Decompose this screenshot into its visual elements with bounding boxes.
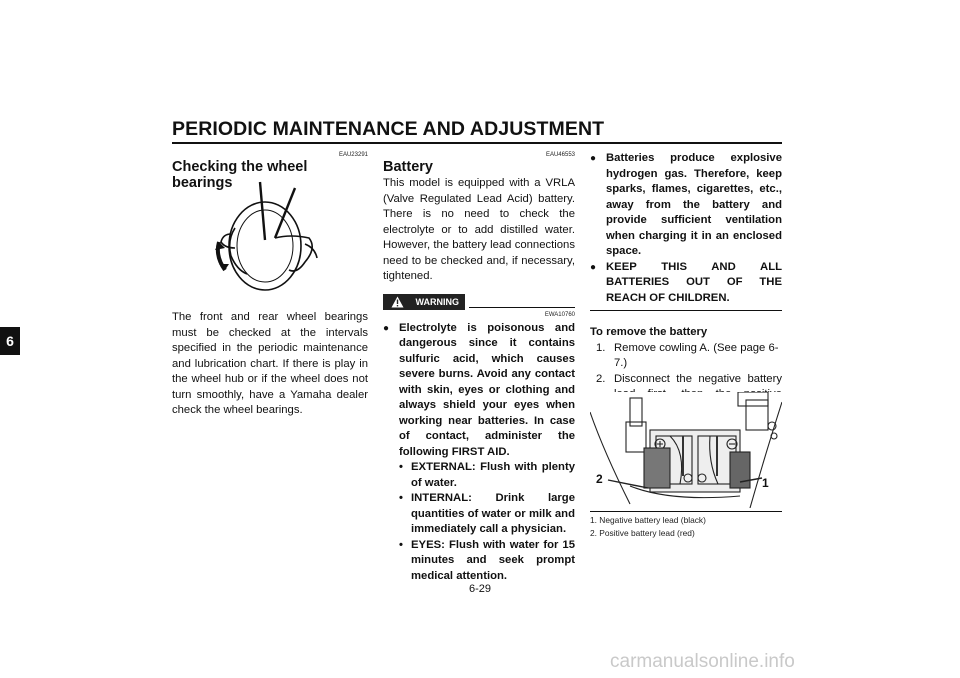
callout-2: 2 <box>596 472 603 486</box>
chapter-tab: 6 <box>0 327 20 355</box>
figure-captions <box>590 514 782 540</box>
step-1-num: 1. <box>596 341 606 354</box>
battery-heading: Battery <box>383 159 433 175</box>
step-1-text: Remove cowling A. (See page 6-7.) <box>614 341 779 369</box>
wheel-bearing-illustration <box>205 178 329 298</box>
first-aid-external: • EXTERNAL: Flush with plenty of water. <box>383 460 575 491</box>
warning-end-rule <box>590 310 782 311</box>
warning-code: EWA10760 <box>544 311 575 318</box>
battery-code: EAU46553 <box>545 152 575 158</box>
warning-badge <box>383 294 465 310</box>
battery-photo <box>590 392 782 508</box>
children-warning: ● KEEP THIS AND ALL BATTERIES OUT OF THE REACH OF CHILDREN. <box>590 260 782 307</box>
warning-continued <box>590 151 782 306</box>
page-number: 6-29 <box>468 583 492 595</box>
step-1 <box>590 341 782 372</box>
step-2-text: Disconnect the negative battery <box>614 372 782 385</box>
caption-2: 2. Positive battery lead (red) <box>590 528 695 538</box>
section-heading: Checking the wheel bearings <box>172 159 308 191</box>
caption-1: 1. Negative battery lead (black) <box>590 515 706 525</box>
battery-text: This model is equipped with a VRLA (Valve Regulated Lead Acid) battery. There is no need to check the electrolyte or to add distilled water. However, the battery lead connections need to be checked and, if necessary, tightened. <box>383 177 575 282</box>
watermark: carmanualsonline.info <box>610 651 795 672</box>
warning-triangle-icon <box>391 296 404 310</box>
warning-rule <box>469 307 575 308</box>
section-code: EAU23291 <box>338 152 368 158</box>
hydrogen-warning: ● Batteries produce explosive hydrogen gas. Therefore, keep sparks, flames, cigarettes, etc., away from the battery and provide sufficient ventilation when charging it in an enclosed space. <box>590 151 782 260</box>
callout-1: 1 <box>762 476 769 490</box>
first-aid-internal: • INTERNAL: Drink large quantities of water or milk and immediately call a physician. <box>383 491 575 538</box>
wheel-bearing-text: The front and rear wheel bearings must be checked at the intervals specified in the periodic maintenance and lubrication chart. If there is play in the wheel hub or if the wheel does not turn smoothly, have a Yamaha dealer check the wheel bearings. <box>172 311 368 416</box>
warning-label: WARNING <box>415 296 459 307</box>
warning-body <box>383 321 575 585</box>
left-body <box>172 310 368 419</box>
figure-rule <box>590 511 782 512</box>
procedure-title: To remove the battery <box>590 326 708 338</box>
warning-main: ● Electrolyte is poisonous and dangerous since it contains sulfuric acid, which causes severe burns. Avoid any contact with skin, eyes or clothing and always shield your eyes when working near batteries. In case of contact, administer the following FIRST AID. <box>383 321 575 461</box>
first-aid-eyes: • EYES: Flush with water for 15 minutes and seek prompt medical attention. <box>383 538 575 585</box>
warning-header <box>383 294 575 310</box>
step-2-num: 2. <box>596 372 606 385</box>
page-title: PERIODIC MAINTENANCE AND ADJUSTMENT <box>172 118 605 140</box>
header-rule <box>172 142 782 144</box>
middle-column <box>383 152 575 584</box>
